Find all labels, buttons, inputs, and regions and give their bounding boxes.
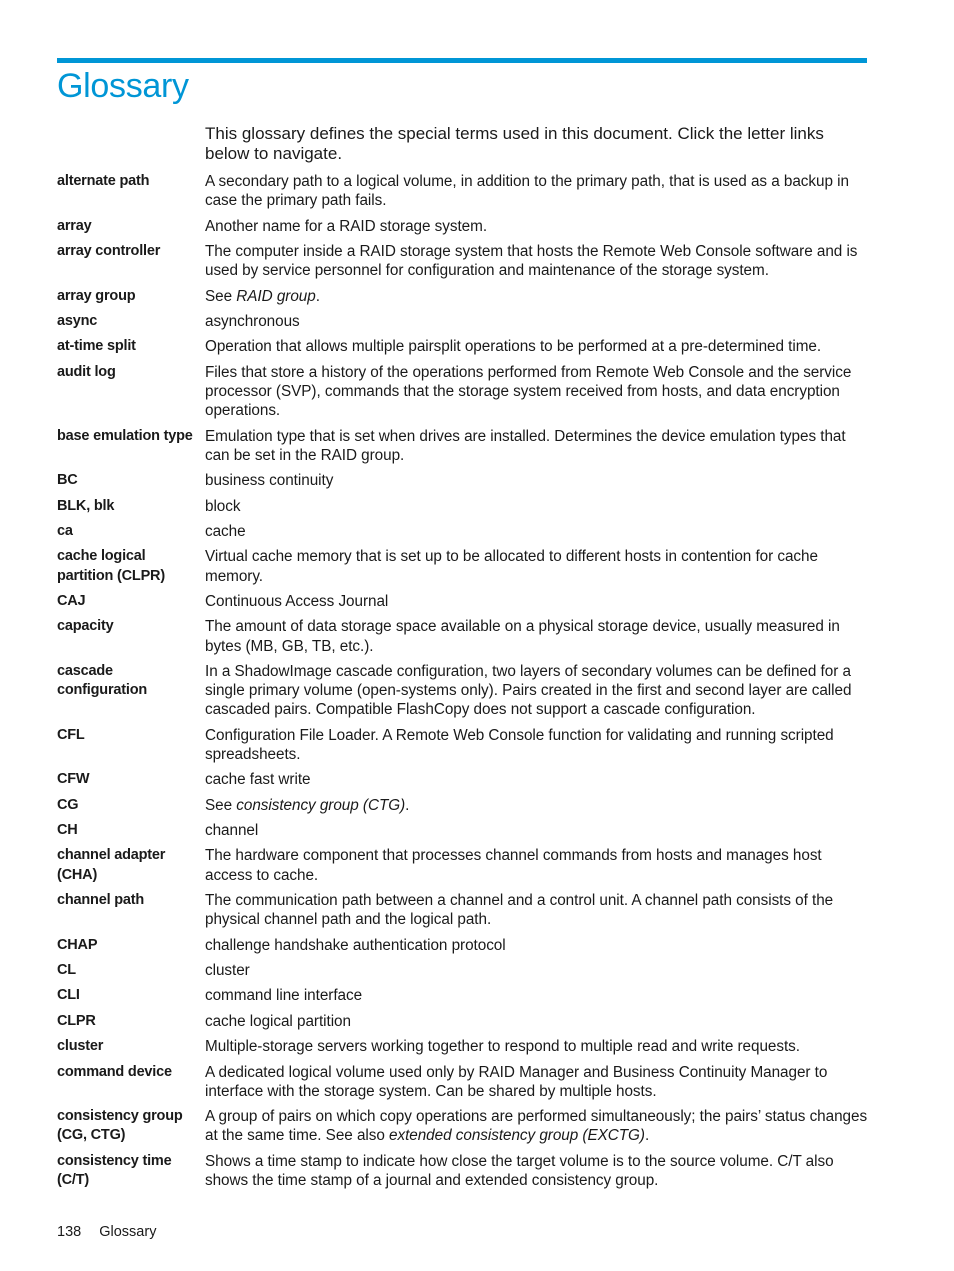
glossary-entry: [57, 592, 869, 611]
glossary-entry: [57, 337, 869, 356]
glossary-term: alternate path: [57, 173, 150, 189]
glossary-entry: [57, 936, 869, 955]
glossary-entry: [57, 1107, 869, 1145]
glossary-term: async: [57, 312, 98, 329]
glossary-definition: cache fast write: [205, 771, 311, 789]
glossary-entry: [57, 312, 869, 331]
glossary-definition: The hardware component that processes channel commands from hosts and manages host access to cache.: [205, 847, 822, 884]
glossary-entry: [57, 770, 869, 789]
glossary-term: CL: [57, 962, 76, 979]
page-number: 138: [57, 1224, 82, 1240]
glossary-entry: [57, 1152, 869, 1190]
glossary-definition: [205, 287, 869, 306]
glossary-term: capacity: [57, 618, 114, 635]
glossary-definition: command line interface: [205, 987, 363, 1005]
glossary-entry: [57, 471, 869, 490]
glossary-definition: A dedicated logical volume used only by RAID Manager and Business Continuity Manager to interface with the storage system. Can be shared by multiple hosts.: [205, 1063, 828, 1100]
glossary-definition: [205, 796, 869, 815]
glossary-entry: [57, 427, 869, 465]
glossary-term: command device: [57, 1063, 172, 1080]
glossary-term: BLK, blk: [57, 497, 115, 514]
glossary-term: audit log: [57, 363, 116, 380]
glossary-definition: Files that store a history of the operations performed from Remote Web Console and the service processor (SVP), commands that the storage system received from hosts, and data encryption operations.: [205, 363, 852, 420]
glossary-term: consistency group (CG, CTG): [57, 1108, 183, 1144]
glossary-term: CAJ: [57, 592, 86, 609]
glossary-definition: Emulation type that is set when drives are installed. Determines the device emulation types that can be set in the RAID group.: [205, 427, 846, 464]
glossary-entry: [57, 986, 869, 1005]
glossary-term: channel path: [57, 892, 145, 909]
glossary-definition: cache logical partition: [205, 1012, 351, 1030]
glossary-entry: [57, 217, 869, 236]
glossary-term: ca: [57, 522, 73, 539]
glossary-intro: This glossary defines the special terms used in this document. Click the letter links below to navigate.: [205, 124, 824, 163]
glossary-term: BC: [57, 472, 78, 489]
glossary-term: array group: [57, 287, 136, 304]
glossary-term: at-time split: [57, 338, 136, 355]
glossary-definition: Another name for a RAID storage system.: [205, 217, 488, 235]
glossary-list: [57, 172, 869, 1196]
glossary-term: CG: [57, 796, 79, 813]
glossary-entry: [57, 726, 869, 764]
glossary-definition: In a ShadowImage cascade configuration, two layers of secondary volumes can be defined for a single primary volume (open-systems only). Pairs created in the first and second layer are called cascaded pairs. Compatible FlashCopy does not support a cascade configuration.: [205, 662, 852, 719]
glossary-definition: Configuration File Loader. A Remote Web Console function for validating and running scripted spreadsheets.: [205, 726, 834, 763]
title-rule: [57, 58, 867, 63]
glossary-entry: [57, 1012, 869, 1031]
glossary-entry: [57, 497, 869, 516]
definition-text: A group of pairs on which copy operations are performed simultaneously; the pairs’ status changes at the same time. See also: [205, 1108, 868, 1145]
glossary-term: CLI: [57, 987, 80, 1004]
glossary-term: CLPR: [57, 1012, 96, 1029]
footer-section-title: Glossary: [99, 1224, 157, 1240]
definition-text: .: [644, 1127, 650, 1145]
glossary-entry: [57, 287, 869, 306]
glossary-definition: cache: [205, 522, 246, 540]
glossary-entry: [57, 662, 869, 720]
glossary-term: cascade configuration: [57, 662, 148, 699]
glossary-definition: business continuity: [205, 472, 334, 490]
glossary-entry: [57, 891, 869, 929]
glossary-entry: [57, 522, 869, 541]
definition-text: See: [205, 287, 237, 305]
glossary-definition: [205, 1107, 869, 1145]
glossary-definition: Multiple-storage servers working together to respond to multiple read and write requests.: [205, 1038, 800, 1056]
glossary-definition: The amount of data storage space available on a physical storage device, usually measured in bytes (MB, GB, TB, etc.).: [205, 618, 840, 655]
glossary-definition: Shows a time stamp to indicate how close the target volume is to the source volume. C/T also shows the time stamp of a journal and extended consistency group.: [205, 1152, 834, 1189]
glossary-entry: [57, 363, 869, 421]
glossary-term: CFL: [57, 726, 85, 743]
glossary-term: CFW: [57, 771, 90, 788]
glossary-term: cache logical partition (CLPR): [57, 548, 165, 584]
glossary-definition: Continuous Access Journal: [205, 592, 389, 610]
glossary-term: base emulation type: [57, 427, 193, 444]
glossary-term: consistency time (C/T): [57, 1152, 172, 1188]
cross-reference-link[interactable]: consistency group (CTG): [236, 796, 406, 814]
definition-text: .: [405, 796, 410, 814]
glossary-term: array controller: [57, 242, 161, 259]
glossary-definition: The communication path between a channel and a control unit. A channel path consists of the physical channel path and the logical path.: [205, 892, 834, 929]
glossary-entry: [57, 821, 869, 840]
glossary-entry: [57, 961, 869, 980]
cross-reference-link[interactable]: RAID group: [236, 287, 316, 305]
glossary-definition: cluster: [205, 962, 250, 980]
glossary-definition: Virtual cache memory that is set up to be allocated to different hosts in contention for cache memory.: [205, 548, 818, 585]
definition-text: .: [315, 287, 320, 305]
glossary-term: channel adapter (CHA): [57, 847, 166, 883]
glossary-entry: [57, 1037, 869, 1056]
glossary-term: CHAP: [57, 936, 98, 953]
glossary-definition: asynchronous: [205, 312, 300, 330]
glossary-entry: [57, 796, 869, 815]
cross-reference-link[interactable]: extended consistency group (EXCTG): [389, 1127, 645, 1145]
glossary-entry: [57, 617, 869, 655]
definition-text: See: [205, 796, 237, 814]
glossary-entry: [57, 172, 869, 210]
glossary-entry: [57, 242, 869, 280]
glossary-entry: [57, 1063, 869, 1101]
glossary-definition: channel: [205, 822, 259, 840]
page-title: Glossary: [57, 67, 189, 105]
page-footer: [57, 1222, 156, 1242]
glossary-term: cluster: [57, 1038, 104, 1055]
glossary-term: array: [57, 217, 92, 234]
glossary-definition: The computer inside a RAID storage system that hosts the Remote Web Console software and is used by service personnel for configuration and maintenance of the storage system.: [205, 242, 858, 280]
glossary-definition: Operation that allows multiple pairsplit operations to be performed at a pre-determined time.: [205, 338, 822, 356]
glossary-entry: [57, 547, 869, 585]
glossary-definition: A secondary path to a logical volume, in addition to the primary path, that is used as a backup in case the primary path fails.: [205, 173, 849, 210]
glossary-entry: [57, 846, 869, 884]
glossary-definition: block: [205, 497, 241, 515]
glossary-definition: challenge handshake authentication protocol: [205, 936, 506, 954]
glossary-term: CH: [57, 822, 78, 839]
